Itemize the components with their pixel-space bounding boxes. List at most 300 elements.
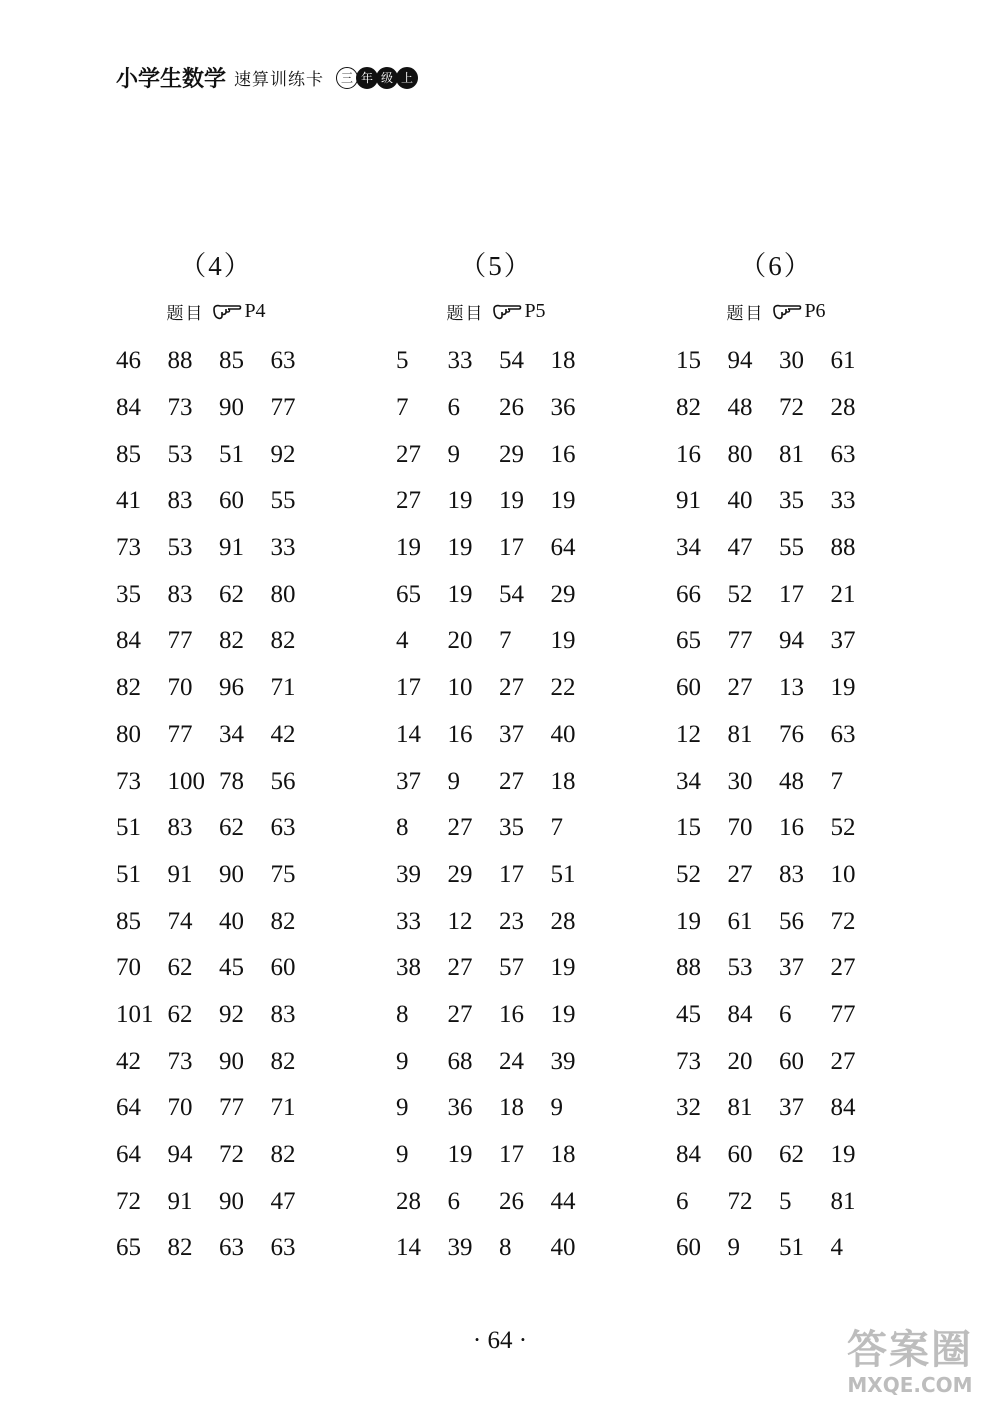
answer-value: 34 bbox=[676, 534, 701, 562]
answer-value: 60 bbox=[270, 954, 296, 982]
answer-value: 19 bbox=[676, 907, 701, 935]
answer-value: 65 bbox=[676, 627, 701, 655]
answer-row bbox=[396, 478, 602, 525]
answer-value: 9 bbox=[727, 1234, 740, 1262]
answer-value: 60 bbox=[676, 674, 701, 702]
answer-value: 84 bbox=[116, 627, 141, 655]
page-number: · 64 · bbox=[472, 1327, 528, 1354]
answer-row bbox=[396, 431, 602, 478]
answer-row bbox=[676, 758, 882, 805]
answer-row bbox=[676, 525, 882, 572]
answer-column bbox=[676, 244, 906, 1262]
answer-value: 72 bbox=[727, 1187, 753, 1215]
answer-value: 60 bbox=[219, 487, 244, 515]
answer-row bbox=[676, 898, 882, 945]
answer-value: 18 bbox=[550, 1141, 576, 1169]
answer-value: 62 bbox=[167, 1000, 193, 1028]
column-number: （6） bbox=[739, 251, 813, 281]
answer-value: 83 bbox=[167, 580, 193, 608]
answer-value: 7 bbox=[830, 767, 843, 795]
answer-value: 91 bbox=[219, 534, 244, 562]
answer-value: 6 bbox=[447, 394, 460, 422]
answer-value: 10 bbox=[447, 674, 473, 702]
grade-badge-char: 年 bbox=[356, 67, 378, 89]
answer-value: 19 bbox=[499, 487, 524, 515]
answer-value: 39 bbox=[447, 1234, 473, 1262]
answer-value: 19 bbox=[447, 580, 473, 608]
answer-value: 27 bbox=[499, 767, 524, 795]
answer-value: 65 bbox=[116, 1234, 141, 1262]
answer-value: 63 bbox=[830, 440, 856, 468]
answer-value: 56 bbox=[779, 907, 804, 935]
answer-value: 81 bbox=[727, 720, 753, 748]
answer-value: 101 bbox=[116, 1000, 154, 1028]
answer-row bbox=[116, 1085, 322, 1132]
answer-value: 82 bbox=[116, 674, 141, 702]
answer-value: 47 bbox=[270, 1187, 296, 1215]
answer-grid bbox=[116, 338, 322, 1272]
answer-value: 60 bbox=[727, 1141, 753, 1169]
answer-value: 52 bbox=[830, 814, 856, 842]
answer-value: 19 bbox=[550, 954, 576, 982]
answer-row bbox=[676, 338, 882, 385]
answer-row bbox=[116, 338, 322, 385]
answer-row bbox=[116, 571, 322, 618]
answer-value: 26 bbox=[499, 394, 524, 422]
answer-row bbox=[396, 571, 602, 618]
answer-value: 81 bbox=[727, 1094, 753, 1122]
answer-row bbox=[396, 1038, 602, 1085]
answer-value: 18 bbox=[550, 347, 576, 375]
answer-value: 9 bbox=[447, 440, 460, 468]
answer-value: 94 bbox=[727, 347, 753, 375]
answer-value: 84 bbox=[676, 1141, 701, 1169]
answer-value: 77 bbox=[727, 627, 753, 655]
answer-value: 53 bbox=[167, 440, 193, 468]
answer-row bbox=[676, 1178, 882, 1225]
answer-value: 19 bbox=[447, 534, 473, 562]
answer-value: 5 bbox=[396, 347, 409, 375]
answer-value: 73 bbox=[167, 1047, 193, 1075]
column-number: （4） bbox=[179, 251, 253, 281]
answer-value: 62 bbox=[219, 814, 244, 842]
answer-row bbox=[396, 618, 602, 665]
answer-value: 27 bbox=[396, 440, 421, 468]
answer-value: 76 bbox=[779, 720, 804, 748]
answer-row bbox=[676, 712, 882, 759]
answer-value: 27 bbox=[396, 487, 421, 515]
answer-value: 70 bbox=[167, 674, 193, 702]
answer-value: 6 bbox=[676, 1187, 689, 1215]
answer-value: 82 bbox=[270, 1047, 296, 1075]
answer-value: 40 bbox=[727, 487, 753, 515]
answer-value: 64 bbox=[550, 534, 576, 562]
answer-value: 28 bbox=[550, 907, 576, 935]
answer-value: 82 bbox=[270, 907, 296, 935]
answer-value: 41 bbox=[116, 487, 141, 515]
watermark bbox=[826, 1318, 994, 1397]
answer-value: 82 bbox=[167, 1234, 193, 1262]
answer-value: 23 bbox=[499, 907, 524, 935]
pointing-hand-icon bbox=[772, 303, 802, 321]
question-reference bbox=[676, 299, 876, 324]
answer-row bbox=[116, 898, 322, 945]
answer-value: 82 bbox=[676, 394, 701, 422]
answer-row bbox=[116, 1225, 322, 1272]
answer-value: 19 bbox=[830, 674, 856, 702]
answer-value: 20 bbox=[447, 627, 473, 655]
answer-value: 61 bbox=[830, 347, 856, 375]
answer-value: 8 bbox=[396, 1000, 409, 1028]
answer-value: 78 bbox=[219, 767, 244, 795]
answer-value: 6 bbox=[779, 1000, 792, 1028]
answer-value: 27 bbox=[830, 1047, 856, 1075]
answer-column bbox=[396, 244, 626, 1262]
answer-value: 63 bbox=[830, 720, 856, 748]
answer-value: 53 bbox=[167, 534, 193, 562]
answer-row bbox=[676, 1038, 882, 1085]
reference-label: 题目 bbox=[166, 304, 205, 324]
answer-value: 9 bbox=[396, 1141, 409, 1169]
answer-value: 51 bbox=[550, 860, 576, 888]
answer-value: 19 bbox=[830, 1141, 856, 1169]
answer-value: 42 bbox=[116, 1047, 141, 1075]
answer-value: 13 bbox=[779, 674, 804, 702]
answer-row bbox=[116, 712, 322, 759]
question-reference bbox=[396, 299, 596, 324]
answer-value: 66 bbox=[676, 580, 701, 608]
answer-value: 21 bbox=[830, 580, 856, 608]
answer-value: 71 bbox=[270, 1094, 296, 1122]
reference-page: P4 bbox=[244, 300, 266, 322]
answer-value: 33 bbox=[270, 534, 296, 562]
answer-value: 72 bbox=[779, 394, 804, 422]
answer-value: 32 bbox=[676, 1094, 701, 1122]
answer-grid bbox=[396, 338, 602, 1272]
answer-value: 17 bbox=[396, 674, 421, 702]
watermark-text: 答案圈 bbox=[847, 1327, 973, 1373]
answer-row bbox=[116, 478, 322, 525]
answer-row bbox=[116, 805, 322, 852]
answer-value: 81 bbox=[830, 1187, 856, 1215]
book-title: 小学生数学 bbox=[116, 67, 227, 92]
answer-value: 16 bbox=[676, 440, 701, 468]
answer-value: 53 bbox=[727, 954, 753, 982]
answer-value: 57 bbox=[499, 954, 524, 982]
answer-value: 16 bbox=[447, 720, 473, 748]
answer-value: 51 bbox=[116, 860, 141, 888]
answer-value: 73 bbox=[116, 534, 141, 562]
answer-value: 27 bbox=[447, 814, 473, 842]
answer-value: 92 bbox=[219, 1000, 244, 1028]
answer-value: 85 bbox=[219, 347, 244, 375]
answer-value: 70 bbox=[727, 814, 753, 842]
answer-value: 9 bbox=[396, 1094, 409, 1122]
answer-value: 90 bbox=[219, 1047, 244, 1075]
answer-value: 63 bbox=[270, 1234, 296, 1262]
answer-value: 81 bbox=[779, 440, 804, 468]
answer-row bbox=[116, 431, 322, 478]
reference-page: P5 bbox=[524, 300, 546, 322]
answer-value: 20 bbox=[727, 1047, 753, 1075]
answer-row bbox=[676, 478, 882, 525]
answer-value: 74 bbox=[167, 907, 193, 935]
answer-value: 73 bbox=[676, 1047, 701, 1075]
answer-value: 35 bbox=[499, 814, 524, 842]
answer-row bbox=[676, 992, 882, 1039]
answer-row bbox=[396, 525, 602, 572]
answer-value: 27 bbox=[499, 674, 524, 702]
answer-value: 64 bbox=[116, 1141, 141, 1169]
answer-value: 68 bbox=[447, 1047, 473, 1075]
answer-value: 77 bbox=[830, 1000, 856, 1028]
answer-row bbox=[116, 852, 322, 899]
answer-value: 17 bbox=[499, 860, 524, 888]
answer-row bbox=[116, 1038, 322, 1085]
answer-value: 24 bbox=[499, 1047, 524, 1075]
answer-row bbox=[396, 852, 602, 899]
answer-value: 77 bbox=[219, 1094, 244, 1122]
answer-value: 19 bbox=[447, 487, 473, 515]
answer-value: 83 bbox=[270, 1000, 296, 1028]
answer-value: 51 bbox=[116, 814, 141, 842]
page-header bbox=[116, 62, 416, 93]
answer-value: 90 bbox=[219, 1187, 244, 1215]
answer-value: 34 bbox=[219, 720, 244, 748]
answer-row bbox=[116, 1178, 322, 1225]
answer-value: 18 bbox=[499, 1094, 524, 1122]
answer-value: 55 bbox=[270, 487, 296, 515]
answer-value: 37 bbox=[396, 767, 421, 795]
answer-value: 36 bbox=[447, 1094, 473, 1122]
answer-value: 16 bbox=[499, 1000, 524, 1028]
answer-value: 7 bbox=[499, 627, 512, 655]
grade-badge-char: 级 bbox=[376, 67, 398, 89]
answer-value: 19 bbox=[550, 1000, 576, 1028]
answer-value: 19 bbox=[550, 487, 576, 515]
answer-value: 9 bbox=[447, 767, 460, 795]
answer-value: 94 bbox=[779, 627, 804, 655]
answer-row bbox=[116, 385, 322, 432]
answer-row bbox=[676, 1132, 882, 1179]
answer-row bbox=[396, 805, 602, 852]
answer-value: 73 bbox=[116, 767, 141, 795]
pointing-hand-icon bbox=[212, 303, 242, 321]
answer-value: 5 bbox=[779, 1187, 792, 1215]
answer-value: 15 bbox=[676, 814, 701, 842]
answer-value: 45 bbox=[676, 1000, 701, 1028]
answer-value: 80 bbox=[116, 720, 141, 748]
answer-value: 48 bbox=[779, 767, 804, 795]
answer-value: 61 bbox=[727, 907, 753, 935]
answer-value: 10 bbox=[830, 860, 856, 888]
answer-value: 47 bbox=[727, 534, 753, 562]
answer-row bbox=[676, 665, 882, 712]
answer-value: 56 bbox=[270, 767, 296, 795]
answer-row bbox=[116, 665, 322, 712]
answer-value: 54 bbox=[499, 580, 524, 608]
answer-value: 71 bbox=[270, 674, 296, 702]
answer-value: 82 bbox=[270, 627, 296, 655]
answer-row bbox=[676, 385, 882, 432]
answer-row bbox=[116, 992, 322, 1039]
answer-value: 60 bbox=[779, 1047, 804, 1075]
answer-value: 27 bbox=[727, 860, 753, 888]
answer-row bbox=[676, 1085, 882, 1132]
answer-value: 29 bbox=[499, 440, 524, 468]
answer-value: 92 bbox=[270, 440, 296, 468]
answer-row bbox=[116, 618, 322, 665]
answer-value: 84 bbox=[116, 394, 141, 422]
answer-value: 73 bbox=[167, 394, 193, 422]
answer-value: 37 bbox=[499, 720, 524, 748]
answer-value: 90 bbox=[219, 860, 244, 888]
pointing-hand-icon bbox=[492, 303, 522, 321]
answer-value: 18 bbox=[550, 767, 576, 795]
answer-row bbox=[396, 898, 602, 945]
answer-value: 17 bbox=[499, 534, 524, 562]
answer-value: 60 bbox=[676, 1234, 701, 1262]
answer-value: 7 bbox=[396, 394, 409, 422]
answer-row bbox=[396, 1225, 602, 1272]
answer-row bbox=[676, 805, 882, 852]
answer-row bbox=[676, 852, 882, 899]
answer-value: 15 bbox=[676, 347, 701, 375]
reference-label: 题目 bbox=[446, 304, 485, 324]
answer-row bbox=[396, 1132, 602, 1179]
answer-value: 80 bbox=[727, 440, 753, 468]
answer-value: 8 bbox=[396, 814, 409, 842]
answer-value: 39 bbox=[550, 1047, 576, 1075]
answer-value: 34 bbox=[676, 767, 701, 795]
answer-value: 29 bbox=[550, 580, 576, 608]
answer-row bbox=[676, 618, 882, 665]
answer-value: 22 bbox=[550, 674, 576, 702]
answer-value: 75 bbox=[270, 860, 296, 888]
answer-value: 72 bbox=[219, 1141, 244, 1169]
answer-value: 28 bbox=[830, 394, 856, 422]
answer-value: 33 bbox=[396, 907, 421, 935]
answer-row bbox=[396, 1085, 602, 1132]
reference-label: 题目 bbox=[726, 304, 765, 324]
answer-row bbox=[396, 992, 602, 1039]
grade-badge-char: 上 bbox=[396, 67, 418, 89]
answer-value: 30 bbox=[779, 347, 804, 375]
answer-value: 88 bbox=[830, 534, 856, 562]
answer-value: 6 bbox=[447, 1187, 460, 1215]
answer-row bbox=[676, 945, 882, 992]
answer-value: 19 bbox=[447, 1141, 473, 1169]
answer-row bbox=[676, 431, 882, 478]
answer-value: 84 bbox=[727, 1000, 753, 1028]
answer-value: 88 bbox=[167, 347, 193, 375]
answer-value: 90 bbox=[219, 394, 244, 422]
answer-value: 64 bbox=[116, 1094, 141, 1122]
answer-value: 55 bbox=[779, 534, 804, 562]
answer-value: 42 bbox=[270, 720, 296, 748]
answer-value: 51 bbox=[219, 440, 244, 468]
answer-value: 37 bbox=[830, 627, 856, 655]
answer-row bbox=[676, 1225, 882, 1272]
answer-row bbox=[396, 712, 602, 759]
answer-value: 9 bbox=[396, 1047, 409, 1075]
answer-value: 72 bbox=[830, 907, 856, 935]
answer-value: 40 bbox=[550, 720, 576, 748]
answer-value: 85 bbox=[116, 907, 141, 935]
answer-value: 82 bbox=[270, 1141, 296, 1169]
answer-column bbox=[116, 244, 346, 1262]
answer-value: 63 bbox=[219, 1234, 244, 1262]
answer-value: 19 bbox=[396, 534, 421, 562]
answer-value: 14 bbox=[396, 720, 421, 748]
answer-value: 44 bbox=[550, 1187, 576, 1215]
answer-row bbox=[116, 945, 322, 992]
grade-badge-char: 三 bbox=[336, 67, 358, 89]
answer-value: 40 bbox=[550, 1234, 576, 1262]
answer-value: 14 bbox=[396, 1234, 421, 1262]
answer-value: 12 bbox=[676, 720, 701, 748]
answer-value: 82 bbox=[219, 627, 244, 655]
answer-value: 85 bbox=[116, 440, 141, 468]
answer-value: 77 bbox=[167, 627, 193, 655]
answer-value: 26 bbox=[499, 1187, 524, 1215]
answer-row bbox=[396, 385, 602, 432]
answer-value: 4 bbox=[830, 1234, 843, 1262]
answer-value: 77 bbox=[167, 720, 193, 748]
answer-row bbox=[396, 758, 602, 805]
answer-value: 4 bbox=[396, 627, 409, 655]
answer-value: 48 bbox=[727, 394, 753, 422]
answer-value: 7 bbox=[550, 814, 563, 842]
watermark-url: MXQE.COM bbox=[847, 1373, 973, 1397]
answer-value: 83 bbox=[779, 860, 804, 888]
answer-value: 70 bbox=[116, 954, 141, 982]
answer-value: 65 bbox=[396, 580, 421, 608]
answer-value: 9 bbox=[550, 1094, 563, 1122]
answer-value: 8 bbox=[499, 1234, 512, 1262]
reference-page: P6 bbox=[804, 300, 826, 322]
answer-value: 37 bbox=[779, 1094, 804, 1122]
answer-value: 96 bbox=[219, 674, 244, 702]
answer-row bbox=[396, 1178, 602, 1225]
answer-value: 30 bbox=[727, 767, 753, 795]
answer-value: 36 bbox=[550, 394, 576, 422]
answer-value: 62 bbox=[167, 954, 193, 982]
question-reference bbox=[116, 299, 316, 324]
answer-value: 35 bbox=[779, 487, 804, 515]
answer-value: 62 bbox=[219, 580, 244, 608]
answer-value: 27 bbox=[727, 674, 753, 702]
book-subtitle: 速算训练卡 bbox=[234, 70, 325, 90]
answer-value: 63 bbox=[270, 814, 296, 842]
answer-value: 37 bbox=[779, 954, 804, 982]
answer-row bbox=[116, 525, 322, 572]
answer-value: 33 bbox=[447, 347, 473, 375]
answer-value: 17 bbox=[779, 580, 804, 608]
answer-row bbox=[116, 758, 322, 805]
column-number: （5） bbox=[459, 251, 533, 281]
answer-value: 94 bbox=[167, 1141, 193, 1169]
answer-value: 52 bbox=[727, 580, 753, 608]
answer-value: 39 bbox=[396, 860, 421, 888]
answer-value: 80 bbox=[270, 580, 296, 608]
answer-value: 70 bbox=[167, 1094, 193, 1122]
answer-grid bbox=[676, 338, 882, 1272]
answer-value: 54 bbox=[499, 347, 524, 375]
answer-value: 16 bbox=[779, 814, 804, 842]
answer-value: 40 bbox=[219, 907, 244, 935]
answer-value: 91 bbox=[167, 860, 193, 888]
